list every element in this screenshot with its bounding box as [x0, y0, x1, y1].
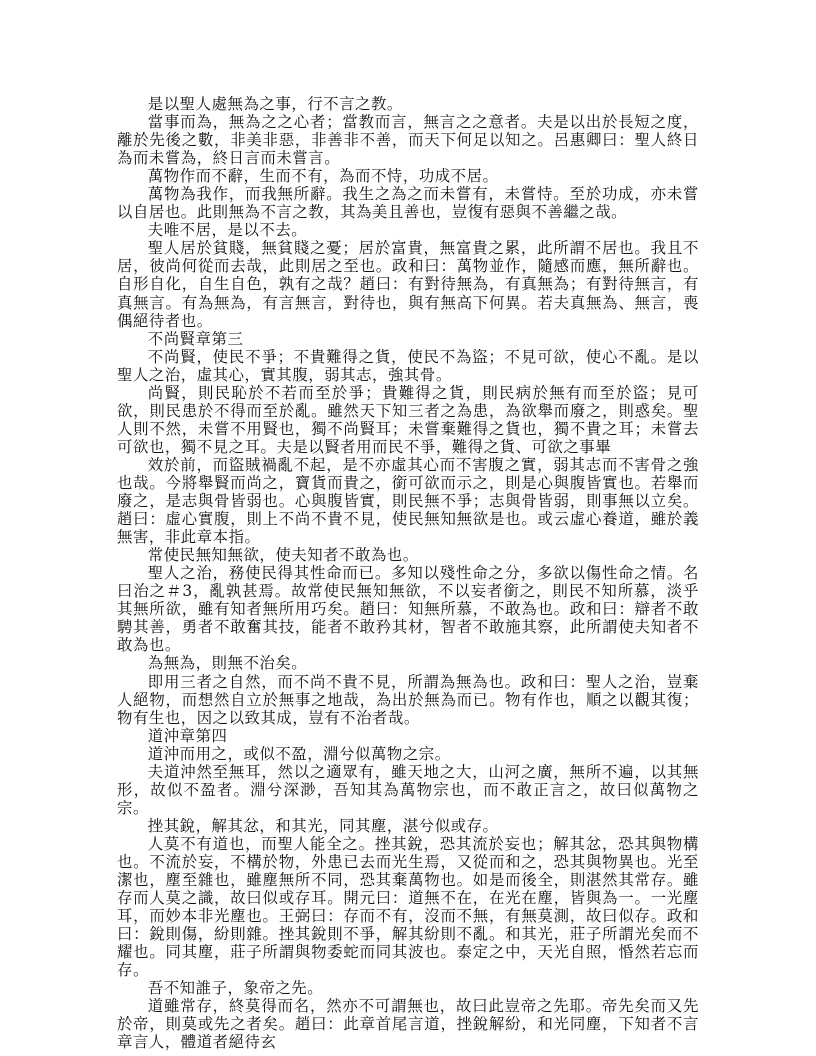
paragraph: 萬物作而不辭，生而不有，為而不恃，功成不居。 — [147, 167, 499, 186]
chapter-heading: 不尚賢章第三 — [147, 329, 244, 348]
paragraph: 是以聖人處無為之事，行不言之教。 — [147, 95, 403, 113]
paragraph: 效於前，而盜賊禍亂不起，是不亦虛其心而不害腹之實，弱其志而不害骨之強也哉。今將舉賢而尚之，寶貨而貴之，銜可欲而示之，則是心與腹皆實也。若舉而廢之，是志與骨皆弱也。心與腹皆實，則民無不爭；志與骨皆弱，則事無以立矣。趙曰：虛心實腹，則上不尚不貴不見，使民無知無欲是也。或云虛心養道，雖於義無害，非此章本指。 — [117, 455, 699, 547]
paragraph: 人莫不有道也，而聖人能全之。挫其銳，恐其流於妄也；解其忿，恐其與物構也。不流於妄，不構於物，外患已去而光生焉，又從而和之，恐其與物異也。光至潔也，塵至雜也，雖塵無所不同，恐其棄萬物也。如是而後全，則湛然其常存。雖存而人莫之識，故曰似或存耳。開元曰：道無不在，在光在塵，皆與為一。一光塵耳，而妙本非光塵也。王弼曰：存而不有，沒而不無，有無莫測，故曰似存。政和曰：銳則傷，紛則雜。挫其銳則不爭，解其紛則不亂。和其光，莊子所謂光矣而不耀也。同其塵，莊子所謂與物委蛇而同其波也。泰定之中，天光自照，惛然若忘而存。 — [117, 834, 699, 980]
paragraph: 為無為，則無不治矣。 — [147, 654, 308, 673]
paragraph: 即用三者之自然，而不尚不貴不見，所謂為無為也。政和曰：聖人之治，豈棄人絕物，而想然自立於無事之地哉，為出於無為而已。物有作也，順之以觀其復；物有生也，因之以致其成，豈有不治者哉。 — [117, 672, 699, 727]
paragraph: 聖人之治，務使民得其性命而已。多知以殘性命之分，多欲以傷性命之情。名曰治之＃3，亂孰甚焉。故常使民無知無欲，不以妄者銜之，則民不知所慕，淡乎其無所欲，雖有知者無所用巧矣。趙曰：知無所慕，不敢為也。政和曰：辯者不敢騁其善，勇者不敢奮其技，能者不敢矜其材，智者不敢施其察，此所謂使夫知者不敢為也。 — [117, 564, 699, 655]
paragraph: 常使民無知無欲，使夫知者不敢為也。 — [147, 546, 419, 565]
paragraph: 吾不知誰子，象帝之先。 — [147, 979, 324, 998]
paragraph: 夫唯不居，是以不去。 — [147, 221, 308, 240]
paragraph: 聖人居於貧賤，無貧賤之憂；居於富貴，無富貴之累，此所謂不居也。我且不居，彼尚何從而去哉，此則居之至也。政和曰：萬物並作，隨感而應，無所辭也。自形自化，自生自色，孰有之哉？趙曰：有對待無為，有真無為；有對待無言，有真無言。有為無為，有言無言，對待也，與有無高下何異。若夫真無為、無言，喪偶絕待者也。 — [117, 239, 699, 330]
paragraph: 尚賢，則民恥於不若而至於爭；貴難得之貨，則民病於無有而至於盜；見可欲，則民患於不得而至於亂。雖然天下知三者之為患，為欲舉而廢之，則惑矣。聖人則不然，未嘗不用賢也，獨不尚賢耳；未嘗棄難得之貨也，獨不貴之耳；未嘗去可欲也，獨不見之耳。夫是以賢者用而民不爭，難得之貨、可欲之事畢 — [117, 383, 699, 456]
paragraph: 道雖常存，終莫得而名，然亦不可謂無也，故曰此豈帝之先耶。帝先矣而又先於帝，則莫或先之者矣。趙曰：此章首尾言道，挫銳解紛，和光同塵，下知者不言章言人，體道者絕待玄 — [117, 997, 699, 1052]
paragraph: 夫道沖然至無耳，然以之適眾有，雖天地之大，山河之廣，無所不遍，以其無形，故似不盈者。淵兮深渺，吾知其為萬物宗也，而不敢正言之，故曰似萬物之宗。 — [117, 762, 699, 817]
paragraph: 當事而為，無為之之心者；當教而言，無言之之意者。夫是以出於長短之度，離於先後之數，非美非惡，非善非不善，而天下何足以知之。呂惠卿曰：聖人終日為而未嘗為，終日言而未嘗言。 — [117, 113, 699, 168]
paragraph: 挫其銳，解其忿，和其光，同其塵，湛兮似或存。 — [147, 816, 499, 835]
document-page — [117, 95, 699, 1051]
paragraph: 萬物為我作，而我無所辭。我生之為之而未嘗有，未嘗恃。至於功成，亦未嘗以自居也。此則無為不言之教，其為美且善也，豈復有惡與不善繼之哉。 — [117, 185, 699, 222]
paragraph: 道沖而用之，或似不盈，淵兮似萬物之宗。 — [147, 744, 451, 763]
paragraph: 不尚賢，使民不爭；不貴難得之貨，使民不為盜；不見可欲，使心不亂。是以聖人之治，虛其心，實其腹，弱其志，強其骨。 — [117, 347, 699, 384]
chapter-heading: 道沖章第四 — [147, 726, 228, 745]
